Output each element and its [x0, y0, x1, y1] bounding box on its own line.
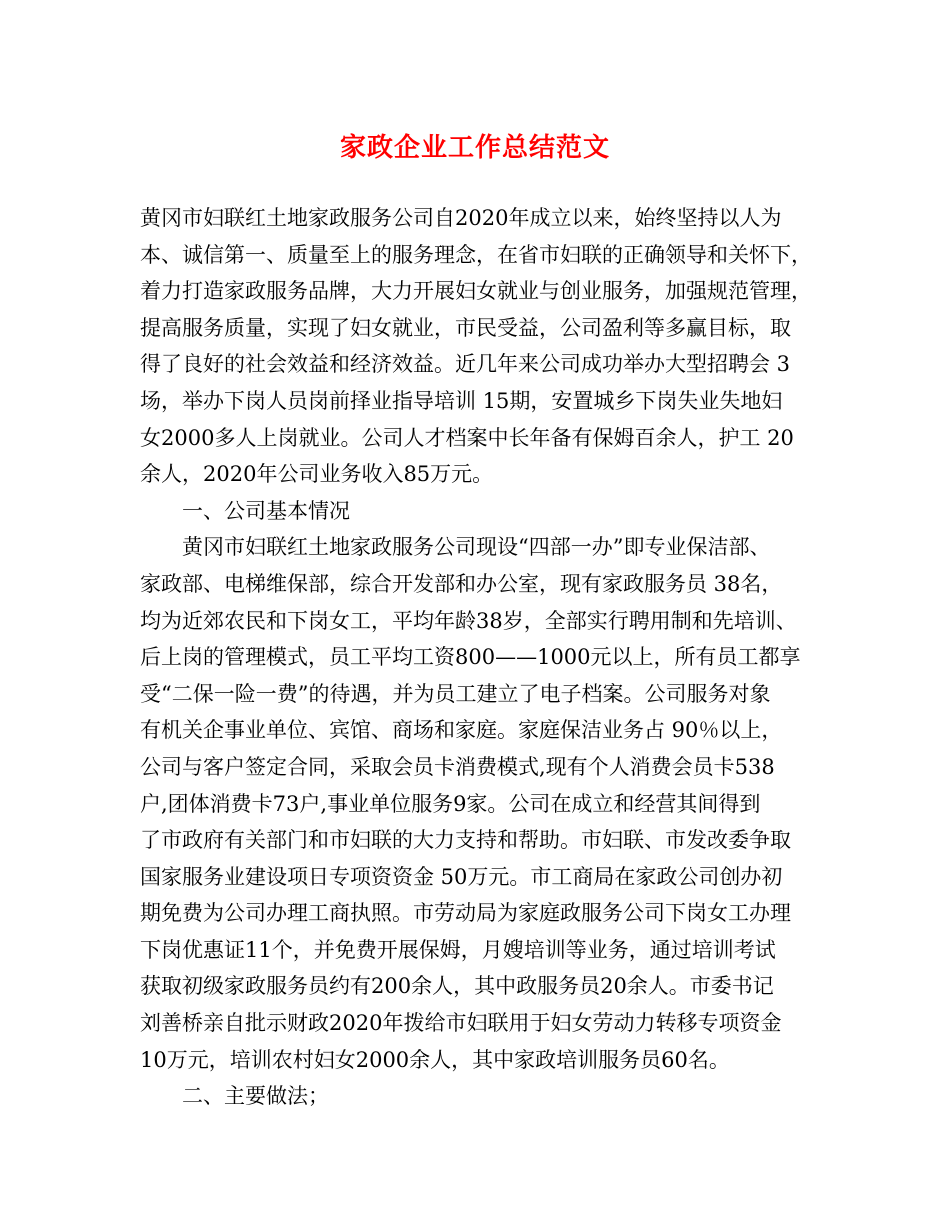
- text-line: 有机关企事业单位、宾馆、商场和家庭。家庭保洁业务占 90％以上，: [140, 718, 783, 743]
- text-line: 获取初级家政服务员约有200余人，其中政服务员20余人。市委书记: [140, 974, 774, 999]
- text-line: 女2000多人上岗就业。公司人才档案中长年备有保姆百余人，护工 20: [140, 425, 794, 450]
- text-line: 受“二保一险一费”的待遇，并为员工建立了电子档案。公司服务对象: [140, 681, 771, 706]
- text-line: 余人，2020年公司业务收入85万元。: [140, 462, 494, 487]
- document-body: [140, 200, 830, 1115]
- text-line: 本、诚信第一、质量至上的服务理念，在省市妇联的正确领导和关怀下，: [140, 242, 812, 267]
- text-line: 期免费为公司办理工商执照。市劳动局为家庭政服务公司下岗女工办理: [140, 901, 791, 926]
- text-line: 户,团体消费卡73户,事业单位服务9家。公司在成立和经营其间得到: [140, 791, 761, 816]
- text-line: 一、公司基本情况: [182, 498, 350, 523]
- text-line: 均为近郊农民和下岗女工，平均年龄38岁，全部实行聘用制和先培训、: [140, 608, 797, 633]
- text-line: 家政部、电梯维保部，综合开发部和办公室，现有家政服务员 38名，: [140, 571, 783, 596]
- text-line: 得了良好的社会效益和经济效益。近几年来公司成功举办大型招聘会 3: [140, 352, 791, 377]
- text-line: 后上岗的管理模式，员工平均工资800——1000元以上，所有员工都享: [140, 645, 801, 670]
- text-line: 场，举办下岗人员岗前择业指导培训 15期，安置城乡下岗失业失地妇: [140, 388, 783, 413]
- text-line: 黄冈市妇联红土地家政服务公司现设“四部一办”即专业保洁部、: [182, 535, 771, 560]
- text-line: 着力打造家政服务品牌，大力开展妇女就业与创业服务，加强规范管理，: [140, 279, 812, 304]
- text-line: 二、主要做法；: [182, 1084, 329, 1109]
- document-title: 家政企业工作总结范文: [339, 133, 610, 163]
- text-line: 刘善桥亲自批示财政2020年拨给市妇联用于妇女劳动力转移专项资金: [140, 1011, 782, 1036]
- text-line: 10万元，培训农村妇女2000余人，其中家政培训服务员60名。: [140, 1047, 730, 1072]
- text-line: 公司与客户签定合同，采取会员卡消费模式,现有个人消费会员卡538: [140, 754, 775, 779]
- text-line: 提高服务质量，实现了妇女就业，市民受益，公司盈利等多赢目标，取: [140, 315, 791, 340]
- text-line: 国家服务业建设项日专项资资金 50万元。市工商局在家政公司创办初: [140, 864, 783, 889]
- text-line: 了市政府有关部门和市妇联的大力支持和帮助。市妇联、市发改委争取: [140, 828, 791, 853]
- text-line: 黄冈市妇联红土地家政服务公司自2020年成立以来，始终坚持以人为: [140, 206, 782, 230]
- text-line: 下岗优惠证11个，并免费开展保姆，月嫂培训等业务，通过培训考试: [140, 937, 776, 962]
